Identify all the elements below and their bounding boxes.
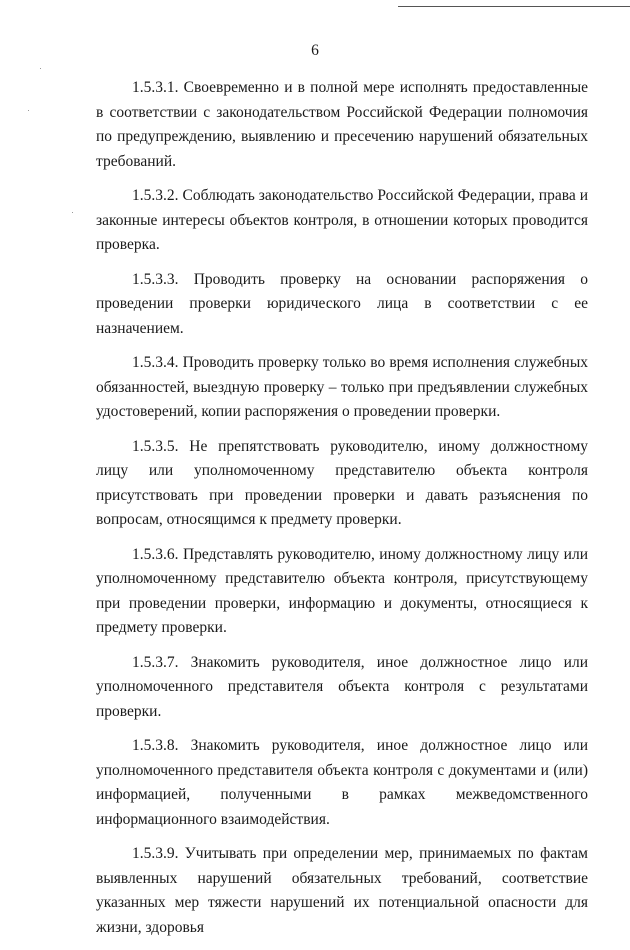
top-edge-rule [398, 6, 630, 7]
document-body [96, 76, 588, 950]
paragraph-1-5-3-7: 1.5.3.7. Знакомить руководителя, иное должностное лицо или уполномоченного представителя объекта контроля с результатами проверки. [96, 653, 588, 720]
paragraph-1-5-3-9: 1.5.3.9. Учитывать при определении мер, принимаемых по фактам выявленных нарушений обязательных требований, соответствие указанных мер тяжести нарушений их потенциальной опасности для жизни, здоровья [96, 845, 588, 936]
paragraph-1-5-3-3: 1.5.3.3. Проводить проверку на основании распоряжения о проведении проверки юридического лица в соответствии с ее назначением. [96, 270, 588, 337]
scan-speck [28, 110, 29, 111]
paragraph-1-5-3-4: 1.5.3.4. Проводить проверку только во время исполнения служебных обязанностей, выездную проверку – только при предъявлении служебных удостоверений, копии распоряжения о проведении проверки. [96, 354, 588, 420]
paragraph-1-5-3-2: 1.5.3.2. Соблюдать законодательство Российской Федерации, права и законные интересы объектов контроля, в отношении которых проводится проверка. [96, 187, 588, 253]
paragraph-1-5-3-1: 1.5.3.1. Своевременно и в полной мере исполнять предоставленные в соответствии с законодательством Российской Федерации полномочия по предупреждению, выявлению и пресечению нарушений обязательных требований. [96, 79, 588, 170]
scan-speck [40, 68, 41, 69]
paragraph-1-5-3-6: 1.5.3.6. Представлять руководителю, иному должностному лицу или уполномоченному представителю объекта контроля, присутствующему при проведении проверки, информацию и документы, относящиеся к предмету проверки. [96, 545, 588, 636]
paragraph-1-5-3-5: 1.5.3.5. Не препятствовать руководителю, иному должностному лицу или уполномоченному представителю объекта контроля присутствовать при проведении проверки и давать разъяснения по вопросам, относящимся к предмету проверки. [96, 437, 588, 528]
paragraph-1-5-3-8: 1.5.3.8. Знакомить руководителя, иное должностное лицо или уполномоченного представителя объекта контроля с документами и (или) информацией, полученными в рамках межведомственного информационного взаимодействия. [96, 737, 588, 828]
page-number: 6 [311, 42, 319, 59]
scan-speck [72, 212, 73, 213]
